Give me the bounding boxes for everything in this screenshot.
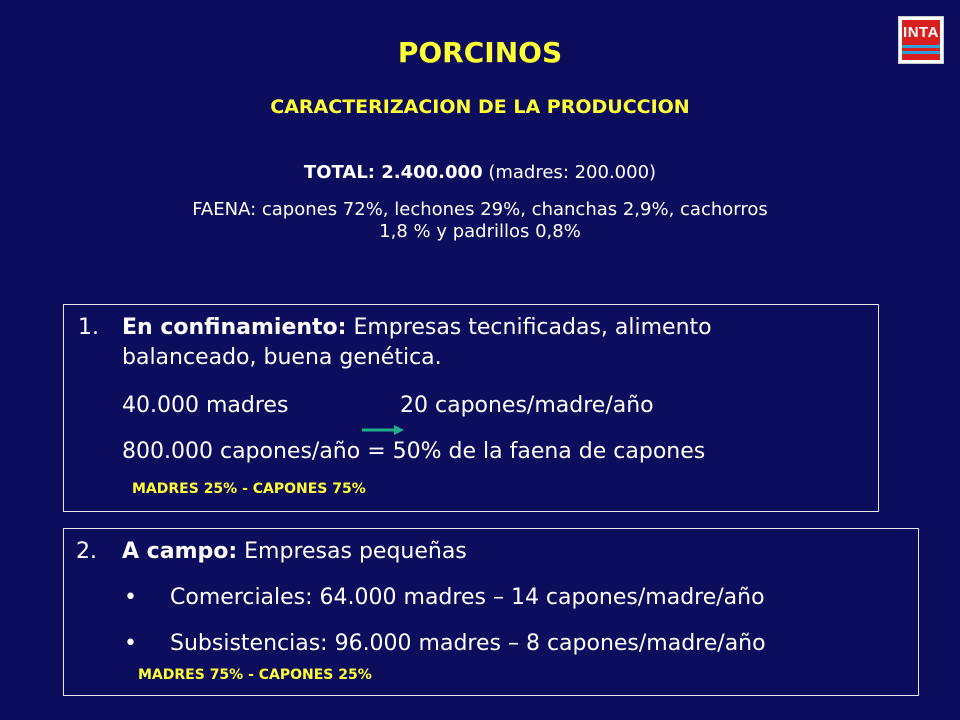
bullet-item: Subsistencias: 96.000 madres – 8 capones/madre/año xyxy=(170,631,766,656)
section-1-number: 1. xyxy=(78,315,99,340)
section-2-text: Empresas pequeñas xyxy=(237,539,467,564)
section-2-number: 2. xyxy=(76,539,97,564)
section-2-highlight: MADRES 75% - CAPONES 25% xyxy=(138,667,372,683)
bullet-item: Comerciales: 64.000 madres – 14 capones/madre/año xyxy=(170,585,765,610)
total-note: (madres: 200.000) xyxy=(488,162,657,183)
bullet-icon: • xyxy=(124,585,137,610)
page-title: PORCINOS xyxy=(397,36,563,69)
section-2-line xyxy=(122,539,467,564)
section-1-rate: 20 capones/madre/año xyxy=(400,393,654,418)
bullet-icon: • xyxy=(124,631,137,656)
section-a-campo xyxy=(63,528,919,696)
page-subtitle: CARACTERIZACION DE LA PRODUCCION xyxy=(270,96,690,118)
total-label: TOTAL: 2.400.000 xyxy=(303,162,483,183)
section-1-highlight: MADRES 25% - CAPONES 75% xyxy=(132,481,366,497)
section-1-line-1 xyxy=(122,315,712,340)
section-1-heading: En confinamiento: xyxy=(122,315,347,340)
section-1-text-1: Empresas tecnificadas, alimento xyxy=(346,315,712,340)
section-confinamiento xyxy=(63,304,879,512)
section-1-madres: 40.000 madres xyxy=(122,393,289,418)
logo-text: INTA xyxy=(903,24,939,41)
faena-text xyxy=(70,199,890,243)
arrow-icon xyxy=(362,423,406,437)
section-1-text-2: balanceado, buena genética. xyxy=(122,345,442,370)
faena-line-1: FAENA: capones 72%, lechones 29%, chanchas 2,9%, cachorros xyxy=(192,199,768,220)
section-1-capones: 800.000 capones/año = 50% de la faena de capones xyxy=(122,439,706,464)
section-2-heading: A campo: xyxy=(122,539,238,564)
faena-line-2: 1,8 % y padrillos 0,8% xyxy=(379,221,581,242)
total-line xyxy=(0,162,960,183)
